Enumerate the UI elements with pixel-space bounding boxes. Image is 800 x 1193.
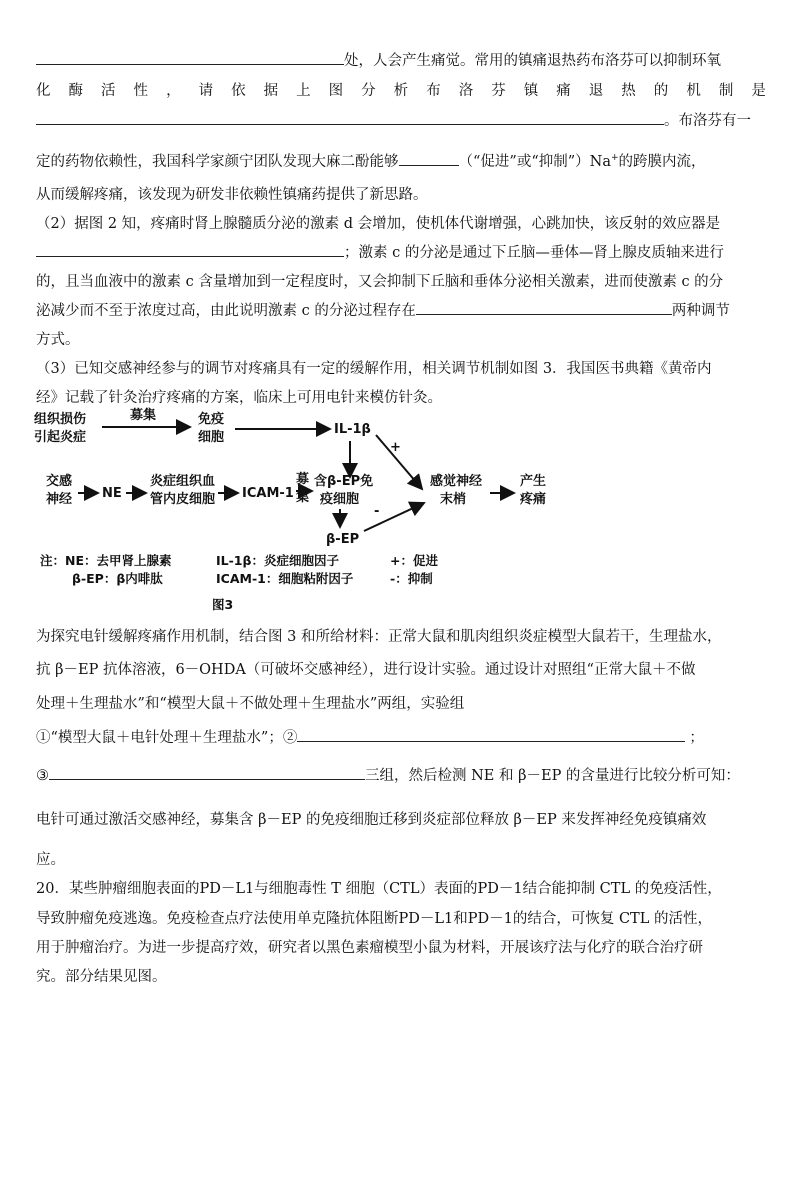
note-plus: +：促进: [390, 553, 438, 568]
arrow-bep-sensory: [364, 503, 424, 531]
text-line-3: 。布洛芬有一: [36, 109, 766, 130]
justified-char: 依: [231, 83, 246, 99]
note-minus: -：抑制: [390, 571, 433, 586]
node-inflammation: 引起炎症: [34, 430, 87, 445]
label-plus: +: [390, 440, 401, 455]
text-line-20: 20．某些肿瘤细胞表面的PD－L1与细胞毒性 T 细胞（CTL）表面的PD－1结合能抑制 CTL 的免疫活性，: [36, 881, 722, 897]
justified-char: ，: [166, 83, 181, 99]
justified-char: 芬: [491, 83, 506, 99]
label-recruit-a: 募: [296, 472, 310, 487]
label-recruit: 募集: [130, 408, 157, 423]
answer-blank[interactable]: [297, 727, 685, 742]
node-icam: ICAM-1: [242, 486, 294, 501]
text-line-9: 泌减少而不至于浓度过高，由此说明激素 c 的分泌过程存在 两种调节: [36, 299, 766, 320]
figure-caption: 图3: [212, 597, 234, 612]
justified-char: 是: [751, 83, 766, 99]
justified-char: 据: [263, 83, 279, 99]
text-line-2: [36, 79, 766, 100]
justified-char: 活: [101, 83, 116, 99]
text-line-17: ③ 三组，然后检测 NE 和 β－EP 的含量进行比较分析可知：: [36, 764, 766, 785]
node-bep: β-EP: [326, 532, 360, 547]
justified-char: 析: [393, 83, 409, 99]
justified-char: 分: [361, 83, 376, 99]
text-line-10: 方式。: [36, 332, 80, 348]
text-line-13: 为探究电针缓解疼痛作用机制，结合图 3 和所给材料：正常大鼠和肌肉组织炎症模型大鼠若干，生理盐水，: [36, 629, 722, 645]
justified-char: 洛: [458, 83, 474, 99]
note-bep: β-EP：β内啡肽: [72, 571, 163, 586]
node-il1b: IL-1β: [334, 422, 371, 437]
node-endothelial: 炎症组织血: [150, 474, 216, 489]
node-immune-cell-2: 细胞: [198, 430, 225, 445]
text-line-14: 抗 β－EP 抗体溶液，6－OHDA（可破坏交感神经），进行设计实验。通过设计对照组“正常大鼠＋不做: [36, 662, 696, 678]
node-pain: 产生: [520, 474, 547, 489]
text-line-11: （3）已知交感神经参与的调节对疼痛具有一定的缓解作用，相关调节机制如图 3．我国医书典籍《黄帝内: [36, 361, 712, 377]
justified-char: 酶: [68, 83, 84, 99]
justified-char: 请: [198, 83, 214, 99]
text-line-22: 用于肿瘤治疗。为进一步提高疗效，研究者以黑色素瘤模型小鼠为材料，开展该疗法与化疗的联合治疗研: [36, 940, 703, 956]
justified-char: 布: [426, 83, 441, 99]
text-line-18: 电针可通过激活交感神经，募集含 β－EP 的免疫细胞迁移到炎症部位释放 β－EP 来发挥神经免疫镇痛效: [36, 812, 707, 828]
text-line-19: 应。: [36, 852, 65, 868]
answer-blank[interactable]: [49, 765, 365, 780]
answer-blank[interactable]: [36, 110, 664, 125]
note-il1b: IL-1β：炎症细胞因子: [216, 553, 339, 568]
text-line-7: ；激素 c 的分泌是通过下丘脑—垂体—肾上腺皮质轴来进行: [36, 241, 766, 262]
justified-char: 性: [133, 83, 149, 99]
text-line-21: 导致肿瘤免疫逃逸。免疫检查点疗法使用单克隆抗体阻断PD－L1和PD－1的结合，可恢复 CTL 的活性，: [36, 911, 712, 927]
figure-3-diagram: [30, 405, 590, 615]
text-line-8: 的，且当血液中的激素 c 含量增加到一定程度时，又会抑制下丘脑和垂体分泌相关激素，进而使激素 c 的分: [36, 274, 724, 290]
node-tissue-damage: 组织损伤: [34, 412, 87, 427]
text-line-4: 定的药物依赖性，我国科学家颜宁团队发现大麻二酚能够 （“促进”或“抑制”）Na+的跨膜内流，: [36, 150, 766, 171]
node-pain-2: 疼痛: [520, 492, 547, 507]
node-nerve: 神经: [46, 492, 73, 507]
justified-char: 的: [653, 83, 669, 99]
node-sensory-nerve: 感觉神经: [430, 474, 483, 489]
justified-char: 制: [718, 83, 734, 99]
answer-blank[interactable]: [36, 242, 344, 257]
text-line-15: 处理＋生理盐水”和“模型大鼠＋不做处理＋生理盐水”两组，实验组: [36, 696, 465, 712]
justified-char: 上: [296, 83, 311, 99]
justified-char: 镇: [523, 83, 539, 99]
answer-blank[interactable]: [36, 50, 344, 65]
node-bep-immune: 含β-EP免: [314, 474, 374, 489]
text-line-5: 从而缓解疼痛，该发现为研发非依赖性镇痛药提供了新思路。: [36, 187, 428, 203]
node-bep-immune-2: 疫细胞: [320, 492, 360, 507]
label-minus: -: [374, 504, 380, 519]
justified-char: 图: [328, 83, 344, 99]
text-line-1: 处，人会产生痛觉。常用的镇痛退热药布洛芬可以抑制环氧: [36, 49, 766, 70]
text-line-16: ①“模型大鼠＋电针处理＋生理盐水”；② ；: [36, 726, 766, 747]
node-sympathetic: 交感: [46, 474, 73, 489]
justified-char: 化: [36, 83, 51, 99]
node-sensory-ending: 末梢: [440, 492, 467, 507]
answer-blank[interactable]: [399, 151, 459, 166]
answer-blank[interactable]: [416, 300, 672, 315]
text-line-23: 究。部分结果见图。: [36, 969, 167, 985]
justified-char: 退: [588, 83, 604, 99]
node-ne: NE: [102, 486, 122, 501]
label-recruit-b: 集: [296, 490, 310, 505]
justified-char: 热: [621, 83, 636, 99]
text-line-6: （2）据图 2 知，疼痛时肾上腺髓质分泌的激素 d 会增加，使机体代谢增强，心跳加快，该反射的效应器是: [36, 216, 721, 232]
note-ne: 注：NE：去甲肾上腺素: [40, 553, 172, 568]
node-immune-cell: 免疫: [198, 412, 225, 427]
node-endothelial-2: 管内皮细胞: [150, 492, 216, 507]
justified-char: 痛: [556, 83, 571, 99]
note-icam: ICAM-1：细胞粘附因子: [216, 571, 354, 586]
text-line-12: 经》记载了针灸治疗疼痛的方案，临床上可用电针来模仿针灸。: [36, 390, 442, 406]
justified-char: 机: [686, 83, 701, 99]
